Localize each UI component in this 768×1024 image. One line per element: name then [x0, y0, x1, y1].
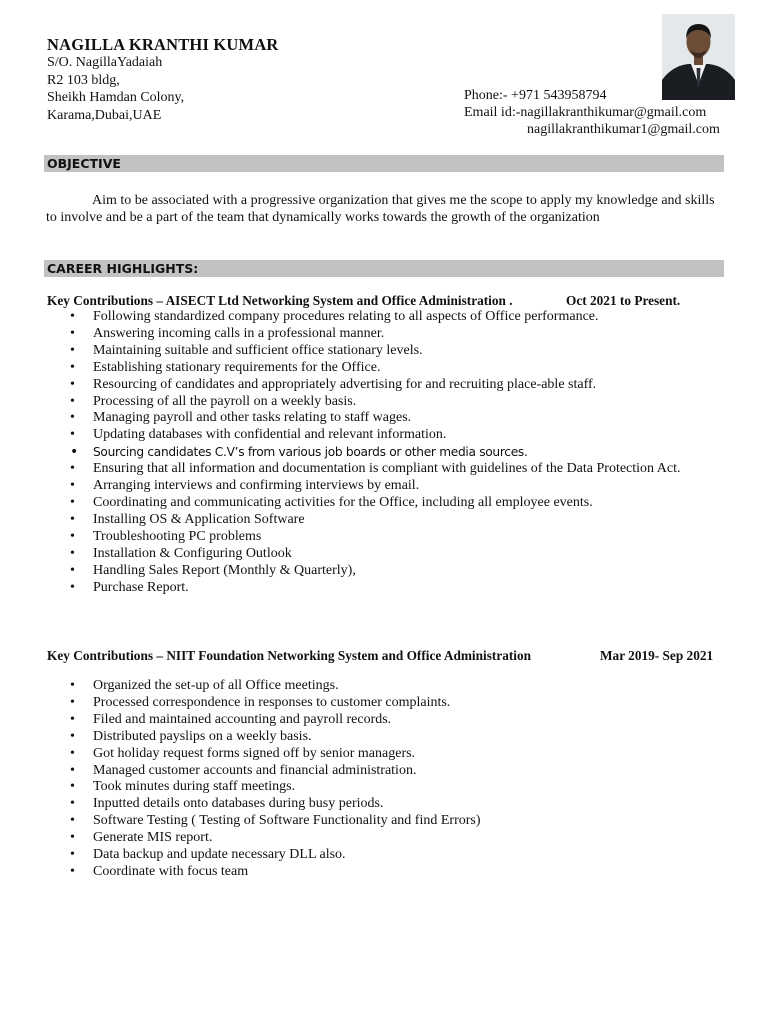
portrait-image — [662, 14, 735, 100]
objective-heading: OBJECTIVE — [44, 155, 724, 172]
job-header — [47, 648, 727, 664]
list-item: • Generate MIS report. — [46, 830, 718, 847]
list-item: • Managed customer accounts and financial administration. — [46, 763, 718, 780]
list-item: • Coordinating and communicating activities for the Office, including all employee events. — [46, 495, 718, 512]
job-title: Key Contributions – AISECT Ltd Networking System and Office Administration . — [47, 293, 513, 308]
list-item: • Inputted details onto databases during busy periods. — [46, 796, 718, 813]
list-item: • Processing of all the payroll on a weekly basis. — [46, 394, 718, 411]
address-line: S/O. NagillaYadaiah — [47, 55, 163, 70]
list-item: • Troubleshooting PC problems — [46, 529, 718, 546]
list-item: • Following standardized company procedures relating to all aspects of Office performance. — [46, 309, 718, 326]
job-dates: Mar 2019- Sep 2021 — [600, 648, 714, 663]
job-dates: Oct 2021 to Present. — [566, 293, 681, 308]
duties-list — [46, 309, 718, 596]
email-secondary: nagillakranthikumar1@gmail.com — [527, 122, 720, 137]
list-item: • Resourcing of candidates and appropriately advertising for and recruiting place-able staff. — [46, 377, 718, 394]
list-item: • Managing payroll and other tasks relating to staff wages. — [46, 410, 718, 427]
address-line: Sheikh Hamdan Colony, — [47, 90, 185, 105]
list-item: • Installing OS & Application Software — [46, 512, 718, 529]
list-item: • Sourcing candidates C.V’s from various job boards or other media sources. — [46, 444, 718, 461]
phone-number: Phone:- +971 543958794 — [464, 88, 607, 103]
objective-text: Aim to be associated with a progressive organization that gives me the scope to apply my knowledge and skills to involve and be a part of the team that dynamically works towards the growth of the organization — [46, 193, 715, 225]
email-primary: Email id:-nagillakranthikumar@gmail.com — [464, 105, 707, 120]
job-title: Key Contributions – NIIT Foundation Networking System and Office Administration — [47, 648, 532, 663]
list-item: • Arranging interviews and confirming interviews by email. — [46, 478, 718, 495]
list-item: • Coordinate with focus team — [46, 864, 718, 881]
list-item: • Filed and maintained accounting and payroll records. — [46, 712, 718, 729]
list-item: • Handling Sales Report (Monthly & Quarterly), — [46, 563, 718, 580]
address-line: R2 103 bldg, — [47, 72, 120, 88]
list-item: • Answering incoming calls in a professional manner. — [46, 326, 718, 343]
list-item: • Maintaining suitable and sufficient office stationary levels. — [46, 343, 718, 360]
profile-photo — [662, 14, 735, 100]
list-item: • Organized the set-up of all Office meetings. — [46, 678, 718, 695]
address-line: Karama,Dubai,UAE — [47, 107, 162, 123]
address-block — [47, 54, 184, 124]
list-item: • Data backup and update necessary DLL also. — [46, 847, 718, 864]
list-item: • Purchase Report. — [46, 580, 718, 597]
list-item: • Processed correspondence in responses to customer complaints. — [46, 695, 718, 712]
list-item: • Software Testing ( Testing of Software Functionality and find Errors) — [46, 813, 718, 830]
job-header — [47, 293, 727, 309]
list-item: • Installation & Configuring Outlook — [46, 546, 718, 563]
career-highlights-heading: CAREER HIGHLIGHTS: — [44, 260, 724, 277]
list-item: • Updating databases with confidential and relevant information. — [46, 427, 718, 444]
list-item: • Took minutes during staff meetings. — [46, 779, 718, 796]
duties-list — [46, 678, 718, 881]
list-item: • Establishing stationary requirements for the Office. — [46, 360, 718, 377]
list-item: • Got holiday request forms signed off by senior managers. — [46, 746, 718, 763]
list-item: • Distributed payslips on a weekly basis. — [46, 729, 718, 746]
list-item: • Ensuring that all information and documentation is compliant with guidelines of the Data Protection Act. — [46, 461, 718, 478]
candidate-name: NAGILLA KRANTHI KUMAR — [47, 35, 279, 54]
